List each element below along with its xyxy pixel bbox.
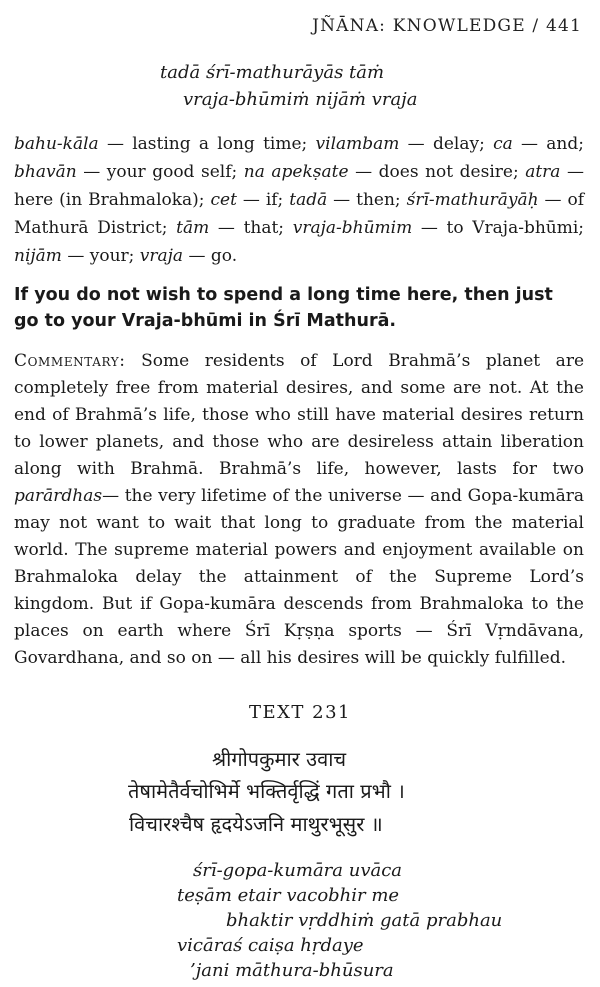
- synonym-term: śrī-mathurāyāḥ: [406, 190, 539, 210]
- synonym-term: vraja: [139, 246, 184, 266]
- synonym-term: ca: [493, 134, 513, 154]
- synonym-gloss: go.: [210, 246, 238, 266]
- transliteration-line: ’jani māthura-bhūsura: [190, 960, 394, 981]
- synonym-term: nijām: [14, 246, 62, 266]
- synonym-gloss: to Vraja-bhūmi;: [446, 218, 585, 238]
- synonym-gloss: then;: [356, 190, 401, 210]
- commentary-paragraph: [14, 348, 584, 672]
- synonym-term: cet: [210, 190, 237, 210]
- synonym-term: bhavān: [14, 162, 77, 182]
- verse-line: vraja-bhūmiṁ nijāṁ vraja: [183, 89, 418, 110]
- synonym-gloss: lasting a long time;: [132, 134, 308, 154]
- verse-line: tadā śrī-mathurāyās tāṁ: [160, 62, 385, 83]
- synonym-gloss: that;: [243, 218, 285, 238]
- running-head: JÑĀNA: KNOWLEDGE / 441: [312, 16, 582, 36]
- transliteration-line: śrī-gopa-kumāra uvāca: [193, 860, 403, 881]
- devanagari-verse-line: तेषामेतैर्वचोभिर्मे भक्तिर्वृद्धिं गता प्रभौ ।: [128, 779, 405, 803]
- synonym-gloss: if;: [265, 190, 284, 210]
- commentary-italic-term: parārdhas: [14, 486, 103, 506]
- synonym-gloss: here (in Brahmaloka);: [14, 190, 205, 210]
- synonym-term: tadā: [289, 190, 328, 210]
- commentary-text: — the very lifetime of the universe — and Gopa-kumāra may not want to wait that long to graduate from the material world. The supreme material powers and enjoyment available on Brahmaloka delay the attainment of the Supreme Lord’s kingdom. But if Gopa-kumāra descends from Brahmaloka to the places on earth where Śrī Kṛṣṇa sports — Śrī Vṛndāvana, Govardhana, and so on — all his desires will be quickly fulfilled.: [14, 486, 584, 668]
- transliteration-line: bhaktir vṛddhiṁ gatā prabhau: [226, 910, 503, 931]
- transliteration-line: teṣām etair vacobhir me: [177, 885, 400, 906]
- synonym-gloss: your good self;: [106, 162, 238, 182]
- synonym-term: atra: [525, 162, 561, 182]
- transliteration-line: vicāraś caiṣa hṛdaye: [177, 935, 364, 956]
- synonym-term: na apekṣate: [243, 162, 349, 182]
- synonym-term: vilambam: [315, 134, 400, 154]
- synonym-gloss: of Mathurā District;: [14, 190, 585, 238]
- commentary-text: Some residents of Lord Brahmā’s planet are completely free from material desires, and some are not. At the end of Brahmā’s life, those who still have material desires return to lower planets, and those who are desireless attain liberation along with Brahmā. Brahmā’s life, however, lasts for two: [14, 351, 585, 479]
- synonym-term: bahu-kāla: [14, 134, 99, 154]
- synonym-gloss: and;: [546, 134, 584, 154]
- commentary-label: Commentary:: [14, 351, 126, 371]
- word-for-word-synonyms: bahu-kāla — lasting a long time; vilambam — delay; ca — and; bhavān — your good self; na apekṣate — does not desire; atra — here (in Brahmaloka); cet — if; tadā — then; śrī-mathurāyāḥ — of Mathurā District; tām — that; vraja-bhūmim — to Vraja-bhūmi; nijām — your; vraja — go.: [14, 134, 585, 266]
- synonym-gloss: does not desire;: [378, 162, 519, 182]
- text-number-heading: TEXT 231: [248, 702, 352, 723]
- synonym-gloss: your;: [89, 246, 135, 266]
- devanagari-verse-line: श्रीगोपकुमार उवाच: [212, 747, 347, 771]
- synonym-gloss: delay;: [432, 134, 485, 154]
- devanagari-verse-line: विचारश्चैष हृदयेऽजनि माथुरभूसुर ॥: [129, 812, 383, 836]
- synonym-term: tām: [176, 218, 210, 238]
- synonym-term: vraja-bhūmim: [292, 218, 413, 238]
- verse-translation: If you do not wish to spend a long time here, then just go to your Vraja-bhūmi in Śrī Mathurā.: [14, 285, 553, 331]
